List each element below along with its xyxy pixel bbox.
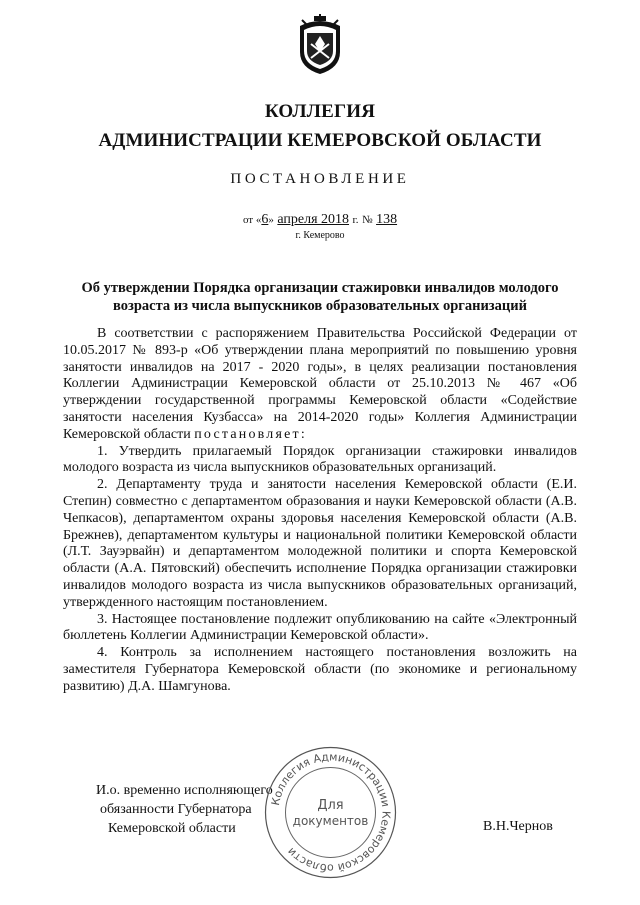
preamble-paragraph <box>63 326 577 444</box>
signatory-title-line3: Кемеровской области <box>108 821 236 836</box>
stamp-center-line1: Для <box>317 798 344 813</box>
resolves-word: постановляет: <box>194 426 307 442</box>
coat-of-arms-icon <box>294 14 346 76</box>
number-label: № <box>362 214 373 226</box>
document-body <box>63 326 577 696</box>
date-number-line <box>0 212 640 228</box>
signatory-title-line2: обязанности Губернатора <box>100 802 252 817</box>
stamp-center-line2: документов <box>292 814 369 828</box>
date-month-year: апреля 2018 <box>277 212 350 227</box>
date-year-suffix: г. <box>352 214 359 226</box>
city-label: г. Кемерово <box>295 230 345 241</box>
stamp-ring-textpath: Коллегия Администрации Кемеровской области <box>268 750 393 875</box>
official-stamp <box>263 745 398 880</box>
signatory-name: В.Н.Чернов <box>483 819 553 834</box>
date-from-label: от « <box>242 214 262 226</box>
document-subject: Об утверждении Порядка организации стажировки инвалидов молодого возраста из числа выпускников образовательных организаций <box>81 280 559 314</box>
document-number: 138 <box>376 212 398 227</box>
preamble-text: В соответствии с распоряжением Правительства Российской Федерации от 10.05.2017 № 893-р «Об утверждении плана мероприятий по повышению уровня занятости инвалидов на 2017 - 2020 годы», в целях реализации постановления Коллегии Администрации Кемеровской области от 25.10.2013 № 467 «Об утверждении государственной программы Кемеровской области «Содействие занятости населения Кузбасса» на 2014-2020 годы» Коллегия Администрации Кемеровской области <box>63 326 577 442</box>
clause-3: 3. Настоящее постановление подлежит опубликованию на сайте «Электронный бюллетень Коллегии Администрации Кемеровской области». <box>63 611 577 644</box>
signatory-title <box>70 781 280 838</box>
document-type: ПОСТАНОВЛЕНИЕ <box>230 171 410 187</box>
org-title-line1: КОЛЛЕГИЯ <box>264 101 376 122</box>
clause-1: 1. Утвердить прилагаемый Порядок организации стажировки инвалидов молодого возраста из числа выпускников образовательных организаций. <box>63 443 577 476</box>
clause-2: 2. Департаменту труда и занятости населения Кемеровской области (Е.И. Степин) совместно с департаментом образования и науки Кемеровской области (А.В. Чепкасов), департаментом охраны здоровья населения Кемеровской области (А.В. Брежнев), департаментом культуры и национальной политики Кемеровской области (Л.Т. Зауэрвайн) и департаментом молодежной политики и спорта Кемеровской области (А.А. Пятовский) обеспечить исполнение Порядка организации стажировки инвалидов молодого возраста из числа выпускников образовательных организаций, утвержденного настоящим постановлением. <box>63 477 577 610</box>
clause-4: 4. Контроль за исполнением настоящего постановления возложить на заместителя Губернатора Кемеровской области (по экономике и региональному развитию) Д.А. Шамгунова. <box>63 645 577 694</box>
org-title-line2: АДМИНИСТРАЦИИ КЕМЕРОВСКОЙ ОБЛАСТИ <box>98 130 542 151</box>
date-day: 6 <box>261 212 269 227</box>
signatory-title-line1: И.о. временно исполняющего <box>96 783 273 798</box>
date-close-quote: » <box>268 214 274 226</box>
